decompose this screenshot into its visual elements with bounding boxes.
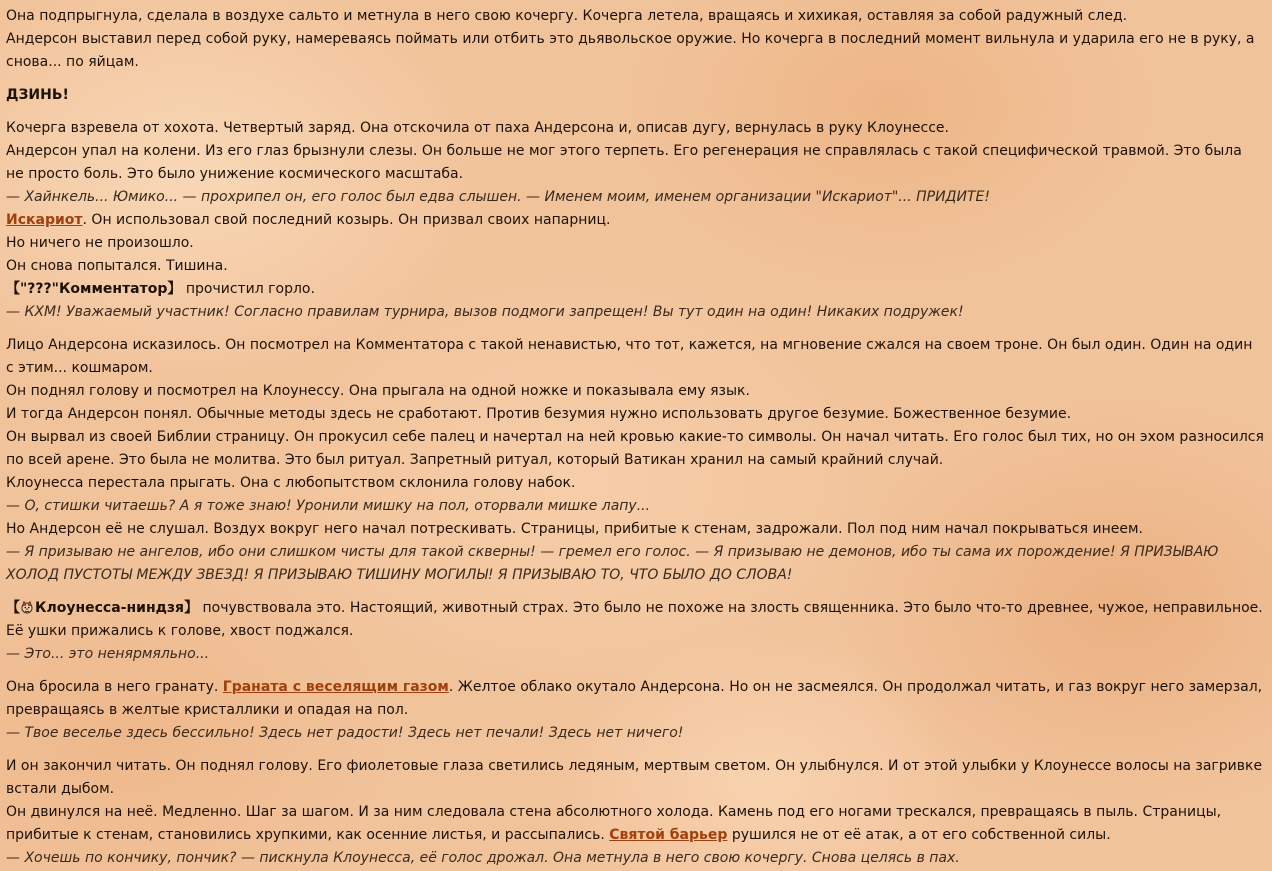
speaker-bracket-open: 【 — [6, 600, 20, 616]
speaker-line — [6, 597, 1264, 643]
dialogue-line: — Твое веселье здесь бессильно! Здесь нет радости! Здесь нет печали! Здесь нет ничего! — [6, 725, 684, 741]
story-text — [6, 5, 1264, 870]
speaker-bracket-close: 】 — [184, 600, 199, 616]
speaker-bracket-open: 【"???" — [6, 281, 59, 297]
dialogue-line: — КХМ! Уважаемый участник! Согласно правилам турнира, вызов подмоги запрещен! Вы тут один на один! Никаких подружек! — [6, 304, 964, 320]
sound-effect: ДЗИНЬ! — [6, 87, 69, 103]
paragraph-text: прочистил горло. — [181, 281, 315, 297]
paragraph-text: почувствовала это. Настоящий, животный страх. Это было не похоже на злость священника. Это было что-то древнее, чужое, неправильное. Её ушки прижались к голове, хвост поджался. — [6, 600, 1263, 639]
paragraph: Он поднял голову и посмотрел на Клоунессу. Она прыгала на одной ножке и показывала ему язык. — [6, 383, 750, 399]
clown-icon — [20, 599, 34, 613]
speaker-bracket-close: 】 — [167, 281, 182, 297]
paragraph — [6, 801, 1264, 847]
holy-barrier-link[interactable]: Святой барьер — [609, 827, 728, 843]
paragraph: Он вырвал из своей Библии страницу. Он прокусил себе палец и начертал на ней кровью какие-то символы. Он начал читать. Его голос был тих, но он эхом разносился по всей арене. Это была не молитва. Это был ритуал. Запретный ритуал, который Ватикан хранил на самый крайний случай. — [6, 429, 1264, 468]
paragraph-text: Он двинулся на неё. Медленно. Шаг за шагом. И за ним следовала стена абсолютного холода. Камень под его ногами трескался, превращаясь в пыль. Страницы, прибитые к стенам, становились хрупкими, как осенние листья, и рассыпались. — [6, 804, 1222, 843]
speaker-name: Комментатор — [58, 281, 168, 297]
paragraph: Андерсон упал на колени. Из его глаз брызнули слезы. Он больше не мог этого терпеть. Его регенерация не справлялась с такой специфической травмой. Это была не просто боль. Это было унижение космического масштаба. — [6, 143, 1242, 182]
paragraph: Но ничего не произошло. — [6, 235, 194, 251]
speaker-name: Клоунесса-ниндзя — [35, 600, 185, 616]
paragraph: Он снова попытался. Тишина. — [6, 258, 228, 274]
paragraph-text: Она бросила в него гранату. — [6, 679, 223, 695]
paragraph: Но Андерсон её не слушал. Воздух вокруг него начал потрескивать. Страницы, прибитые к стенам, задрожали. Пол под ним начал покрываться инеем. — [6, 521, 1143, 537]
dialogue-line: — Хочешь по кончику, пончик? — пискнула Клоунесса, её голос дрожал. Она метнула в него свою кочергу. Снова целясь в пах. — [6, 850, 960, 866]
dialogue-line: — Это... это ненярмяльно... — [6, 646, 210, 662]
paragraph-text: . Желтое облако окутало Андерсона. Но он не засмеялся. Он продолжал читать, и газ вокруг него замерзал, превращаясь в желтые кристаллики и опадая на пол. — [6, 679, 1263, 718]
paragraph-text: рушился не от её атак, а от его собственной силы. — [727, 827, 1111, 843]
dialogue-line: — Хайнкель... Юмико... — прохрипел он, его голос был едва слышен. — Именем моим, именем организации "Искариот"... ПРИДИТЕ! — [6, 189, 990, 205]
paragraph — [6, 676, 1264, 722]
grenade-link[interactable]: Граната с веселящим газом — [222, 679, 449, 695]
paragraph: И тогда Андерсон понял. Обычные методы здесь не сработают. Против безумия нужно использовать другое безумие. Божественное безумие. — [6, 406, 1072, 422]
paragraph: Лицо Андерсона исказилось. Он посмотрел на Комментатора с такой ненавистью, что тот, кажется, на мгновение сжался на своем троне. Он был один. Один на один с этим... кошмаром. — [6, 337, 1253, 376]
paragraph: Кочерга взревела от хохота. Четвертый заряд. Она отскочила от паха Андерсона и, описав дугу, вернулась в руку Клоунессе. — [6, 120, 949, 136]
paragraph — [6, 209, 1264, 232]
paragraph-text: . Он использовал свой последний козырь. Он призвал своих напарниц. — [82, 212, 611, 228]
paragraph: И он закончил читать. Он поднял голову. Его фиолетовые глаза светились ледяным, мертвым светом. Он улыбнулся. И от этой улыбки у Клоунессе волосы на загривке встали дыбом. — [6, 758, 1263, 797]
paragraph: Клоунесса перестала прыгать. Она с любопытством склонила голову набок. — [6, 475, 576, 491]
paragraph: Андерсон выставил перед собой руку, намереваясь поймать или отбить это дьявольское оружие. Но кочерга в последний момент вильнула и ударила его не в руку, а снова... по яйцам. — [6, 31, 1255, 70]
iscariot-link[interactable]: Искариот — [6, 212, 83, 228]
dialogue-line: — О, стишки читаешь? А я тоже знаю! Уронили мишку на пол, оторвали мишке лапу... — [6, 498, 651, 514]
speaker-line — [6, 278, 1264, 301]
dialogue-line: — Я призываю не ангелов, ибо они слишком чисты для такой скверны! — гремел его голос. — Я призываю не демонов, ибо ты сама их порождение! Я ПРИЗЫВАЮ ХОЛОД ПУСТОТЫ МЕЖДУ ЗВЕЗД! Я ПРИЗЫВАЮ ТИШИНУ МОГИЛЫ! Я ПРИЗЫВАЮ ТО, ЧТО БЫЛО ДО СЛОВА! — [6, 544, 1219, 583]
paragraph: Она подпрыгнула, сделала в воздухе сальто и метнула в него свою кочергу. Кочерга летела, вращаясь и хихикая, оставляя за собой радужный след. — [6, 8, 1128, 24]
